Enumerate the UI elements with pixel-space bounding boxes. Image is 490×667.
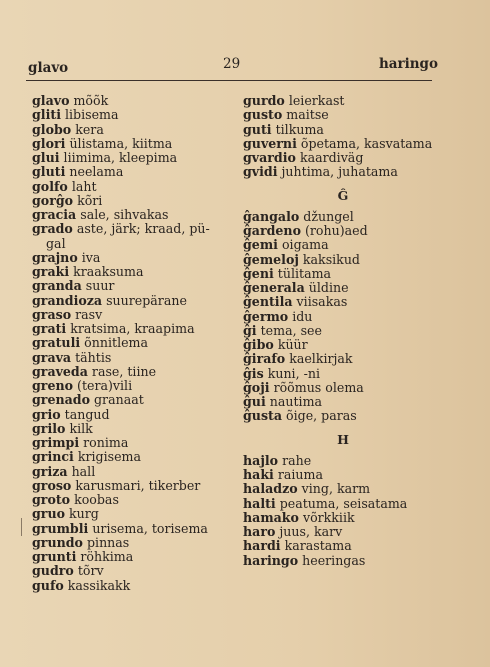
entry-definition: kuni, -ni [267,365,320,381]
entry-definition: karusmari, tikerber [75,477,201,493]
dictionary-entry [243,151,443,165]
right-running-headword: haringo [378,56,438,72]
dictionary-entry [243,94,443,108]
entry-headword: ĝentila [243,294,293,310]
entry-headword: grimpi [32,435,80,450]
entry-definition: urisema, torisema [92,520,208,536]
entry-definition: koobas [74,492,119,507]
entry-headword: ĝeni [243,265,274,281]
dictionary-entry [243,238,443,252]
entry-definition: õnnitlema [84,335,148,351]
entry-headword: grava [32,349,72,365]
page-header [28,56,438,78]
entry-headword: gvardio [243,150,296,165]
entry-headword: haki [243,467,274,482]
entry-headword: graveda [32,363,88,379]
dictionary-entry [32,479,232,493]
entry-definition: krigisema [77,449,141,465]
dictionary-entry [32,222,232,236]
entry-headword: gluti [32,164,66,180]
section-heading-gcirc: Ĝ [337,187,349,203]
dictionary-entry [243,409,443,423]
right-column [243,94,443,568]
dictionary-entry [32,536,232,550]
dictionary-entry [243,165,443,179]
page-number: 29 [223,56,241,72]
dictionary-entry [32,393,232,407]
entry-headword: ĝardeno [243,223,301,238]
dictionary-entry [243,482,443,496]
entry-definition: (rohu)aed [305,223,368,238]
entry-headword: ĝangalo [243,208,300,224]
dictionary-entry [243,324,443,338]
entry-headword: grado [32,221,73,237]
entry-headword: grumbli [32,520,89,536]
entry-headword: glori [32,135,66,151]
entry-definition: maitse [286,107,329,123]
entry-definition: rase, tiine [91,363,157,379]
entry-definition: iva [81,249,101,265]
entry-headword: gvidi [243,164,278,180]
entry-definition: õige, paras [286,408,357,424]
entry-definition: neelama [69,164,124,180]
entry-headword: grenado [32,392,90,408]
dictionary-entry [32,564,232,578]
entry-headword: gliti [32,107,61,123]
dictionary-entry [32,422,232,436]
entry-headword: grilo [32,420,66,436]
dictionary-entry [32,194,232,208]
entry-headword: gracia [32,207,77,222]
entry-definition: kilk [69,420,93,436]
entry-headword: haladzo [243,481,298,497]
entry-definition: kassikakk [67,577,131,593]
dictionary-entry [243,210,443,224]
entry-definition: hall [71,463,96,479]
entry-definition: juhtima, juhatama [281,164,398,180]
dictionary-entry [32,351,232,365]
entry-definition: ving, karm [301,481,371,497]
entry-definition: röhkima [80,549,134,564]
entry-headword: grundo [32,534,83,550]
entry-headword: grati [32,321,67,336]
entry-definition: rõõmus olema [273,379,364,395]
dictionary-entry [32,579,232,593]
entry-headword: halti [243,495,276,511]
entry-headword: haro [243,524,276,539]
entry-headword: ĝusta [243,408,283,424]
entry-headword: gurdo [243,93,285,108]
entry-headword: globo [32,121,72,137]
entry-definition: ülistama, kiitma [69,135,173,151]
entry-definition: mõõk [73,93,109,108]
entry-headword: grio [32,406,61,422]
margin-mark [21,518,26,536]
entry-definition: tülitama [277,265,332,281]
dictionary-entry [243,224,443,238]
entry-definition: rasv [75,306,103,322]
entry-headword: hajlo [243,452,279,468]
entry-definition: raiuma [277,467,323,482]
entry-headword: guverni [243,135,297,151]
dictionary-entry [243,395,443,409]
entry-headword: grajno [32,249,78,265]
dictionary-entry [243,295,443,309]
dictionary-entry [32,294,232,308]
entries-g-section [243,94,443,180]
entry-headword: ĝis [243,365,264,381]
dictionary-entry [243,511,443,525]
dictionary-entry [243,137,443,151]
dictionary-entry [32,336,232,350]
entry-definition: kaksikud [302,251,360,267]
entry-headword: gusto [243,107,283,123]
entry-headword: ĝenerala [243,280,305,295]
dictionary-entry [32,165,232,179]
entry-definition: libisema [65,107,119,123]
entry-definition: granaat [94,392,144,408]
dictionary-entry [243,468,443,482]
entry-definition: tähtis [75,349,112,365]
entry-definition: võrkkiik [302,509,355,525]
entry-definition: sale, sihvakas [80,207,169,222]
entry-definition: laht [71,178,97,194]
dictionary-entry [32,550,232,564]
entry-definition: kera [75,121,104,137]
entry-definition: tangud [64,406,110,422]
dictionary-entry [32,94,232,108]
entry-definition: suur [85,278,115,294]
entry-definition: liimima, kleepima [63,150,178,165]
entry-definition: džungel [303,208,354,224]
dictionary-entry [32,208,232,222]
entry-definition: aste, järk; kraad, pü- [76,221,210,237]
dictionary-entry [32,180,232,194]
entry-headword: ĝemi [243,237,278,253]
entry-definition: suurepärane [106,292,187,308]
entry-definition: nautima [269,394,323,409]
entry-definition: kratsima, kraapima [70,321,195,336]
entry-headword: graso [32,306,72,322]
entry-headword: golfo [32,178,68,194]
dictionary-entry [32,507,232,521]
entry-headword: ĝirafo [243,351,286,367]
entry-headword: ĝemeloj [243,251,299,267]
entry-headword: gorĝo [32,192,74,208]
entry-headword: glui [32,150,60,165]
dictionary-entry [243,539,443,553]
entry-definition: kaardiväg [299,150,364,165]
entry-headword: greno [32,378,74,393]
entry-headword: hamako [243,509,299,525]
entry-definition: kraaksuma [73,264,144,279]
entry-definition: ronima [83,435,129,450]
dictionary-entry [32,108,232,122]
entry-headword: grinci [32,449,74,465]
entry-headword: gudro [32,563,74,579]
dictionary-entry [32,265,232,279]
entry-headword: griza [32,463,68,479]
entry-headword: gratuli [32,335,81,351]
entry-definition: tõrv [77,563,104,579]
dictionary-entry [243,497,443,511]
entry-definition: karastama [284,538,352,554]
entry-headword: graki [32,264,70,279]
dictionary-entry [243,281,443,295]
entry-definition: peatuma, seisatama [279,495,408,511]
entry-headword: hardi [243,538,281,554]
entry-definition: idu [292,308,313,324]
entry-definition: õpetama, kasvatama [300,135,433,151]
dictionary-entry [32,365,232,379]
dictionary-entry [32,436,232,450]
entry-headword: ĝui [243,394,266,409]
dictionary-entry [32,308,232,322]
dictionary-entry [32,251,232,265]
entry-definition-continuation: gal [46,235,66,251]
dictionary-entry [32,522,232,536]
entry-definition: kaelkirjak [289,351,353,367]
dictionary-entry [32,408,232,422]
dictionary-entry [32,450,232,464]
section-heading-h: H [337,431,349,447]
dictionary-entry [243,367,443,381]
entry-headword: grandioza [32,292,103,308]
dictionary-entry [32,137,232,151]
entry-headword: gruo [32,506,65,522]
dictionary-entry [243,454,443,468]
entry-headword: glavo [32,93,70,108]
dictionary-entry [243,381,443,395]
entry-headword: haringo [243,552,299,568]
entry-definition: üldine [308,280,349,295]
entry-definition: pinnas [86,534,130,550]
entry-definition: tema, see [260,322,322,338]
dictionary-entry [243,267,443,281]
dictionary-entry [32,493,232,507]
entry-definition: (tera)vili [77,378,133,393]
entry-definition: küür [277,337,308,352]
left-running-headword: glavo [28,60,69,76]
entry-headword: ĝoji [243,379,270,395]
dictionary-entry [243,352,443,366]
entry-headword: gufo [32,577,64,593]
dictionary-entry [32,322,232,336]
entry-headword: grunti [32,549,77,564]
dictionary-entry [243,253,443,267]
dictionary-entry [243,310,443,324]
entry-definition: tilkuma [275,121,324,137]
entries-gcirc-section [243,210,443,424]
dictionary-entry [243,554,443,568]
entries-h-section [243,454,443,568]
entry-headword: groso [32,477,72,493]
entry-headword: guti [243,121,272,137]
dictionary-entry [32,123,232,137]
entry-definition: heeringas [302,552,366,568]
dictionary-entry [243,338,443,352]
entry-headword: ĝi [243,322,257,338]
header-rule [26,80,432,81]
left-column [32,94,232,593]
dictionary-entry [32,279,232,293]
dictionary-entry [32,151,232,165]
dictionary-entry [32,379,232,393]
dictionary-entry [243,123,443,137]
entry-headword: ĝibo [243,337,274,352]
dictionary-entry [32,465,232,479]
entry-definition: rahe [282,452,312,468]
entry-definition: kõri [77,192,103,208]
entry-headword: granda [32,278,82,294]
entry-definition: juus, karv [279,524,343,539]
entry-definition: kurg [69,506,99,522]
dictionary-entry [243,108,443,122]
entry-definition: leierkast [288,93,345,108]
dictionary-entry [243,525,443,539]
entry-definition: oigama [281,237,329,253]
entry-headword: groto [32,492,71,507]
entry-definition: viisakas [296,294,348,310]
entry-headword: ĝermo [243,308,289,324]
